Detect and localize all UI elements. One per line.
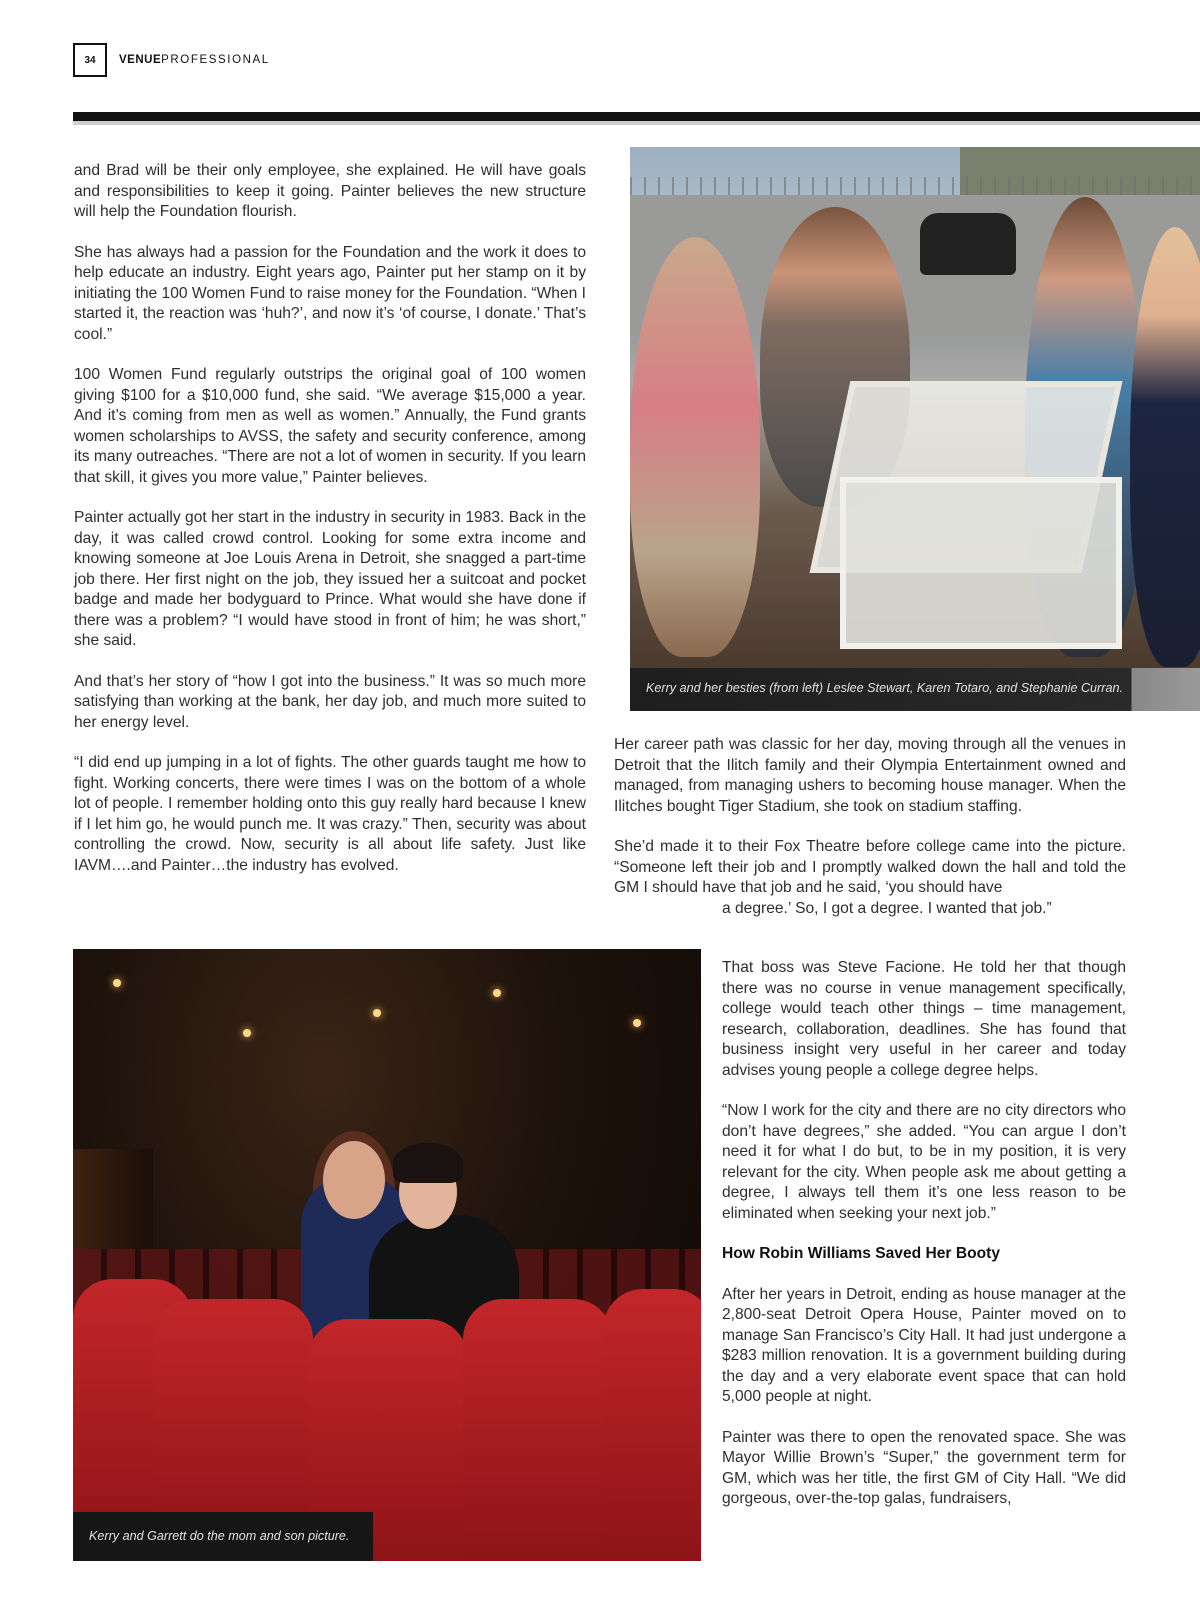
photo-theater-seats (73, 949, 701, 1561)
photo-person-hair (393, 1143, 463, 1183)
paragraph: and Brad will be their only employee, she explained. He will have goals and responsibilities to keep it going. Painter believes the new structure will help the Foundation flourish. (74, 162, 586, 220)
paragraph: Painter actually got her start in the industry in security in 1983. Back in the day, it was called crowd control. Looking for some extra income and knowing someone at Joe Louis Arena in Detroit, she snagged a part-time job there. Her first night on the job, they issued her a suitcoat and pocket badge and made her bodyguard to Prince. What would she have done if there was a problem? “I would have stood in front of him; he was short,” she said. (74, 509, 586, 649)
photo-person (630, 237, 760, 657)
photo-seat (603, 1289, 701, 1561)
paragraph: Painter was there to open the renovated space. She was Mayor Willie Brown’s “Super,” the government term for GM, which was her title, the first GM of City Hall. “We did gorgeous, over-the-top galas, fundraisers, (722, 1428, 1126, 1507)
header-rule-shadow (73, 121, 1200, 125)
masthead-brand-bold: VENUE (119, 54, 162, 66)
photo-ceiling-light (633, 1019, 641, 1027)
masthead-brand-regular: PROFESSIONAL (161, 54, 270, 66)
paragraph: And that’s her story of “how I got into the business.” It was so much more satisfying than working at the bank, her day job, and much more suited to her energy level. (74, 672, 586, 731)
photo-car (920, 213, 1016, 275)
paragraph: 100 Women Fund regularly outstrips the original goal of 100 women giving $100 for a $10,000 fund, she said. “We average $15,000 a year. And it’s coming from men as well as women.” Annually, the Fund grants women scholarships to AVSS, the safety and security conference, among its many outreaches. “There are not a lot of women in security. If you learn that skill, it gives you more value,” Painter believes. (74, 366, 586, 486)
photo-ceiling-light (113, 979, 121, 987)
photo-caption-text: Kerry and Garrett do the mom and son picture. (89, 1529, 350, 1543)
photo-caption (630, 668, 1200, 711)
photo-ceiling-light (493, 989, 501, 997)
photo-ceiling-light (243, 1029, 251, 1037)
left-column (74, 161, 586, 896)
header-rule (73, 112, 1200, 121)
photo-ceiling-light (373, 1009, 381, 1017)
masthead (119, 54, 270, 66)
paragraph-continuation: a degree.’ So, I got a degree. I wanted that job.” (722, 899, 1052, 917)
paragraph: After her years in Detroit, ending as house manager at the 2,800-seat Detroit Opera House, Painter moved on to manage San Francisco’s City Hall. It had just undergone a $283 million renovation. It is a government building during the day and a very elaborate event space that can hold 5,000 people at night. (722, 1285, 1126, 1405)
section-subhead: How Robin Williams Saved Her Booty (722, 1245, 1000, 1262)
paragraph: “Now I work for the city and there are no city directors who don’t have degrees,” she added. “You can argue I don’t need it for what I do but, to be in my position, it is very relevant for the city. When people ask me about getting a degree, I always tell them it’s one less reason to be eliminated when seeking your next job.” (722, 1102, 1126, 1222)
paragraph: Her career path was classic for her day, moving through all the venues in Detroit that the Ilitch family and their Olympia Entertainment owned and managed, from managing ushers to becoming house manager. When the Ilitches bought Tiger Stadium, she took on stadium staffing. (614, 736, 1126, 815)
photo-table (840, 477, 1122, 649)
photo-person-face (323, 1141, 385, 1219)
paragraph: She has always had a passion for the Foundation and the work it does to help educate an industry. Eight years ago, Painter put her stamp on it by initiating the 100 Women Fund to raise money for the Foundation. “When I started it, the reaction was ‘huh?’, and now it’s ‘of course, I donate.’ That’s cool.” (74, 243, 586, 343)
right-column-top (614, 735, 1126, 939)
paragraph: She’d made it to their Fox Theatre before college came into the picture. “Someone left their job and I promptly walked down the hall and told the GM I should have that job and he said, ‘you should have (614, 838, 1126, 896)
paragraph: “I did end up jumping in a lot of fights. The other guards taught me how to fight. Working concerts, there were times I was on the bottom of a whole lot of people. I remember holding onto this guy really hard because I knew if I let him go, he would punch me. It was crazy.” Then, security was about controlling the crowd. Now, security is all about life safety. Just like IAVM….and Painter…the industry has evolved. (74, 754, 586, 874)
photo-caption-text: Kerry and her besties (from left) Leslee Stewart, Karen Totaro, and Stephanie Curran. (646, 681, 1123, 695)
photo-friends-toast (630, 147, 1200, 668)
page-number: 34 (73, 43, 107, 77)
photo-seat (463, 1299, 613, 1561)
photo-caption (73, 1512, 373, 1561)
paragraph: That boss was Steve Facione. He told her that though there was no course in venue management specifically, college would teach other things – time management, research, collaboration, deadlines. She has found that business insight very useful in her career and today advises young people a college degree helps. (722, 959, 1126, 1079)
right-column-bottom (722, 958, 1126, 1530)
